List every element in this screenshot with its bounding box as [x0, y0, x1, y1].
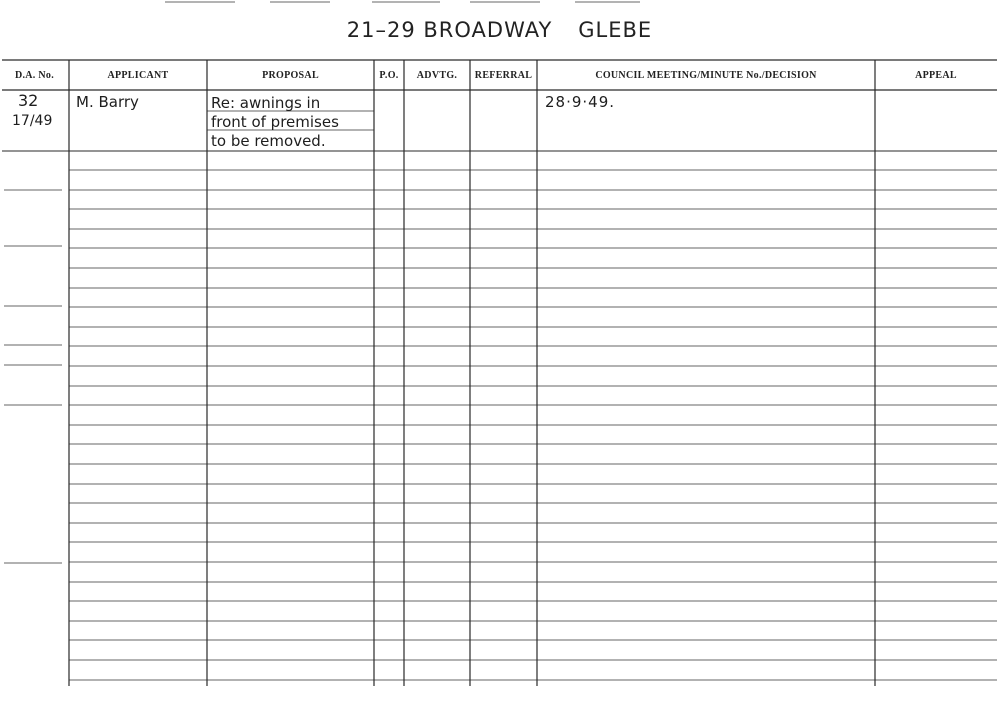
property-address: 21–29 BROADWAY [346, 18, 553, 42]
header-applicant: APPLICANT [107, 70, 169, 81]
header-po: P.O. [379, 70, 399, 81]
header-advertising: ADVTG. [416, 70, 458, 81]
header-referral: REFERRAL [474, 70, 533, 81]
header-council-decision: COUNCIL MEETING/MINUTE No./DECISION [595, 70, 817, 81]
decision-date: 28·9·49. [545, 93, 616, 111]
da-number: 32 [18, 91, 39, 110]
proposal-line: Re: awnings in [211, 94, 321, 112]
header-da-no: D.A. No. [14, 70, 55, 81]
proposal-line: to be removed. [211, 132, 326, 150]
suburb: GLEBE [578, 18, 653, 42]
proposal-line: front of premises [211, 113, 339, 131]
header-appeal: APPEAL [915, 70, 957, 81]
header-proposal: PROPOSAL [262, 70, 319, 81]
da-reference: 17/49 [12, 113, 53, 129]
applicant-name: M. Barry [76, 93, 139, 111]
